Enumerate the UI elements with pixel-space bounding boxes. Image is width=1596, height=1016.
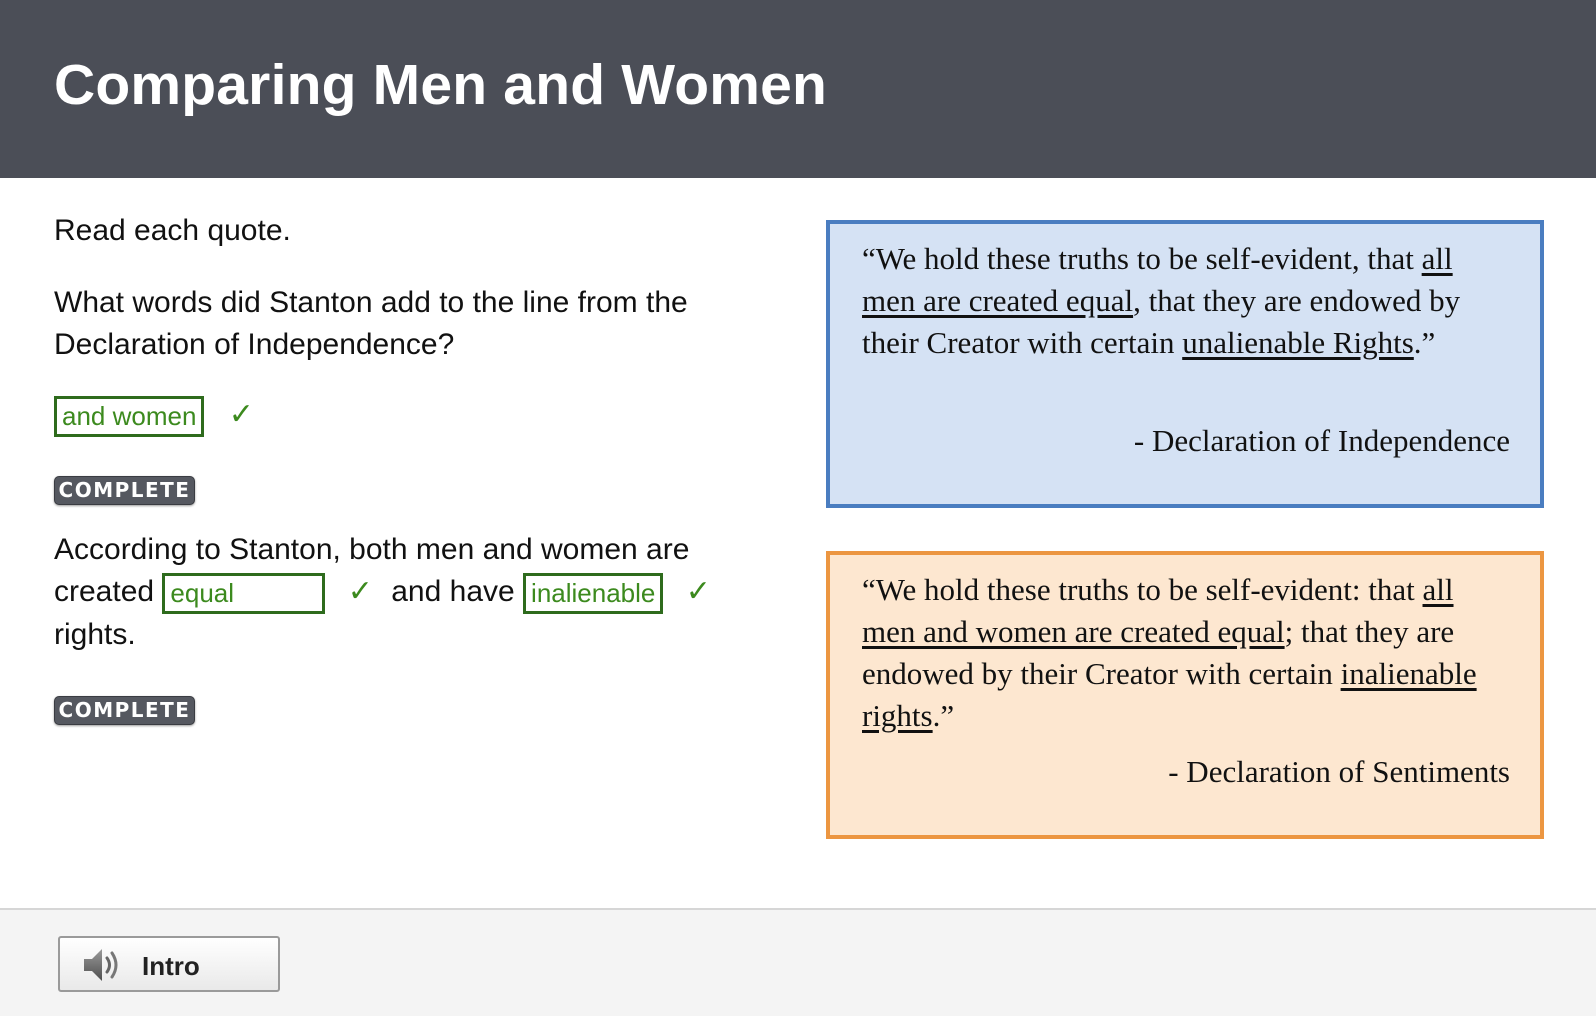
question2-text-after: rights.	[54, 617, 136, 651]
declaration-of-independence-quote	[826, 220, 1544, 508]
underlined-phrase: unalienable Rights	[1182, 325, 1414, 360]
intro-button-label: Intro	[142, 951, 200, 981]
instructions-text: Read each quote.	[54, 214, 291, 247]
quote-source: - Declaration of Independence	[1133, 423, 1510, 458]
underlined-phrase: inalienable rights	[862, 656, 1477, 733]
checkmark-icon: ✓	[228, 398, 254, 431]
question1-answer-field[interactable]: and women	[54, 396, 204, 437]
question1-complete-badge: COMPLETE	[54, 476, 195, 505]
checkmark-icon: ✓	[685, 575, 711, 608]
underlined-phrase: all men are created equal	[862, 241, 1453, 318]
question2-text-before: According to Stanton, both men and women are created	[54, 533, 690, 608]
quote-text: “We hold these truths to be self-evident: that all men and women are created equal; that they are endowed by their Creator with certain inalienable rights.”	[862, 572, 1477, 733]
declaration-of-sentiments-quote	[826, 551, 1544, 839]
page-title: Comparing Men and Women	[54, 53, 828, 117]
underlined-phrase: all men and women are created equal	[862, 572, 1454, 649]
question2-complete-badge: COMPLETE	[54, 696, 195, 725]
intro-audio-button[interactable]	[58, 936, 280, 992]
question2-text-middle: and have	[391, 575, 515, 608]
question1-answer-row	[54, 394, 254, 437]
speaker-icon	[82, 945, 126, 990]
quote-source: - Declaration of Sentiments	[1168, 754, 1510, 789]
question2-answer2-field[interactable]: inalienable	[523, 573, 663, 614]
question2-answer1-field[interactable]: equal	[162, 573, 325, 614]
page-header	[0, 0, 1596, 178]
question2-sentence	[54, 529, 754, 656]
checkmark-icon: ✓	[347, 575, 373, 608]
question1-prompt: What words did Stanton add to the line from the Declaration of Independence?	[54, 286, 688, 361]
quote-text: “We hold these truths to be self-evident, that all men are created equal, that they are endowed by their Creator with certain unalienable Rights.”	[862, 241, 1461, 360]
footer-bar	[0, 908, 1596, 1016]
